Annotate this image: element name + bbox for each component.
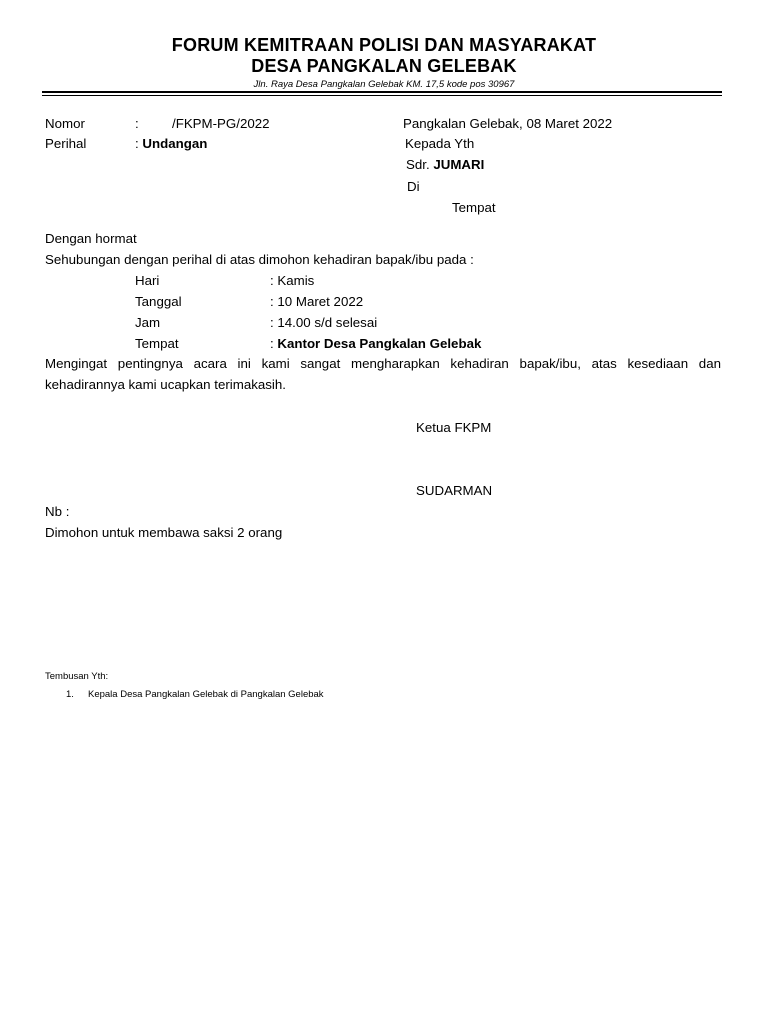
tembusan-label: Tembusan Yth:	[45, 671, 109, 682]
note-text: Dimohon untuk membawa saksi 2 orang	[45, 525, 283, 540]
recipient-sdr: Sdr.	[406, 157, 430, 172]
detail-value-tempat-line	[270, 336, 481, 352]
org-title: FORUM KEMITRAAN POLISI DAN MASYARAKAT	[171, 35, 597, 55]
closing-paragraph: Mengingat pentingnya acara ini kami sangat mengharapkan kehadiran bapak/ibu, atas kesediaan dan kehadirannya kami ucapkan terimakasih.	[45, 356, 721, 392]
detail-label-tempat: Tempat	[135, 336, 179, 351]
signature-name: SUDARMAN	[416, 483, 493, 498]
detail-label-hari: Hari	[135, 273, 160, 288]
recipient-tempat: Tempat	[452, 200, 496, 215]
tembusan-item-text: Kepala Desa Pangkalan Gelebak di Pangkalan Gelebak	[88, 689, 324, 700]
header-rule-thick	[42, 91, 722, 93]
nomor-value: /FKPM-PG/2022	[172, 116, 270, 131]
perihal-value-line	[135, 136, 207, 152]
detail-value-hari: : Kamis	[270, 273, 315, 288]
detail-label-tanggal: Tanggal	[135, 294, 182, 309]
recipient-name: JUMARI	[433, 157, 485, 172]
tembusan-item-num: 1.	[66, 689, 74, 700]
recipient-di: Di	[407, 179, 420, 194]
detail-value-tanggal: : 10 Maret 2022	[270, 294, 364, 309]
recipient-kepada: Kepada Yth	[405, 136, 475, 151]
header-rule-thin	[42, 95, 722, 96]
village-title: DESA PANGKALAN GELEBAK	[251, 56, 517, 76]
nomor-label: Nomor	[45, 116, 85, 131]
address-line: Jln. Raya Desa Pangkalan Gelebak KM. 17,5 kode pos 30967	[253, 79, 515, 90]
nomor-colon: :	[135, 116, 139, 131]
detail-label-jam: Jam	[135, 315, 161, 330]
perihal-label: Perihal	[45, 136, 87, 151]
intro-text: Sehubungan dengan perihal di atas dimohon kehadiran bapak/ibu pada :	[45, 252, 474, 267]
detail-value-tempat: Kantor Desa Pangkalan Gelebak	[277, 336, 482, 351]
place-date: Pangkalan Gelebak, 08 Maret 2022	[403, 116, 613, 131]
perihal-value: Undangan	[142, 136, 208, 151]
detail-value-tempat-colon: :	[270, 336, 278, 351]
note-label: Nb :	[45, 504, 70, 519]
greeting: Dengan hormat	[45, 231, 137, 246]
perihal-colon: :	[135, 136, 139, 151]
recipient-name-line	[406, 157, 484, 173]
detail-value-jam: : 14.00 s/d selesai	[270, 315, 378, 330]
signature-role: Ketua FKPM	[416, 420, 492, 435]
